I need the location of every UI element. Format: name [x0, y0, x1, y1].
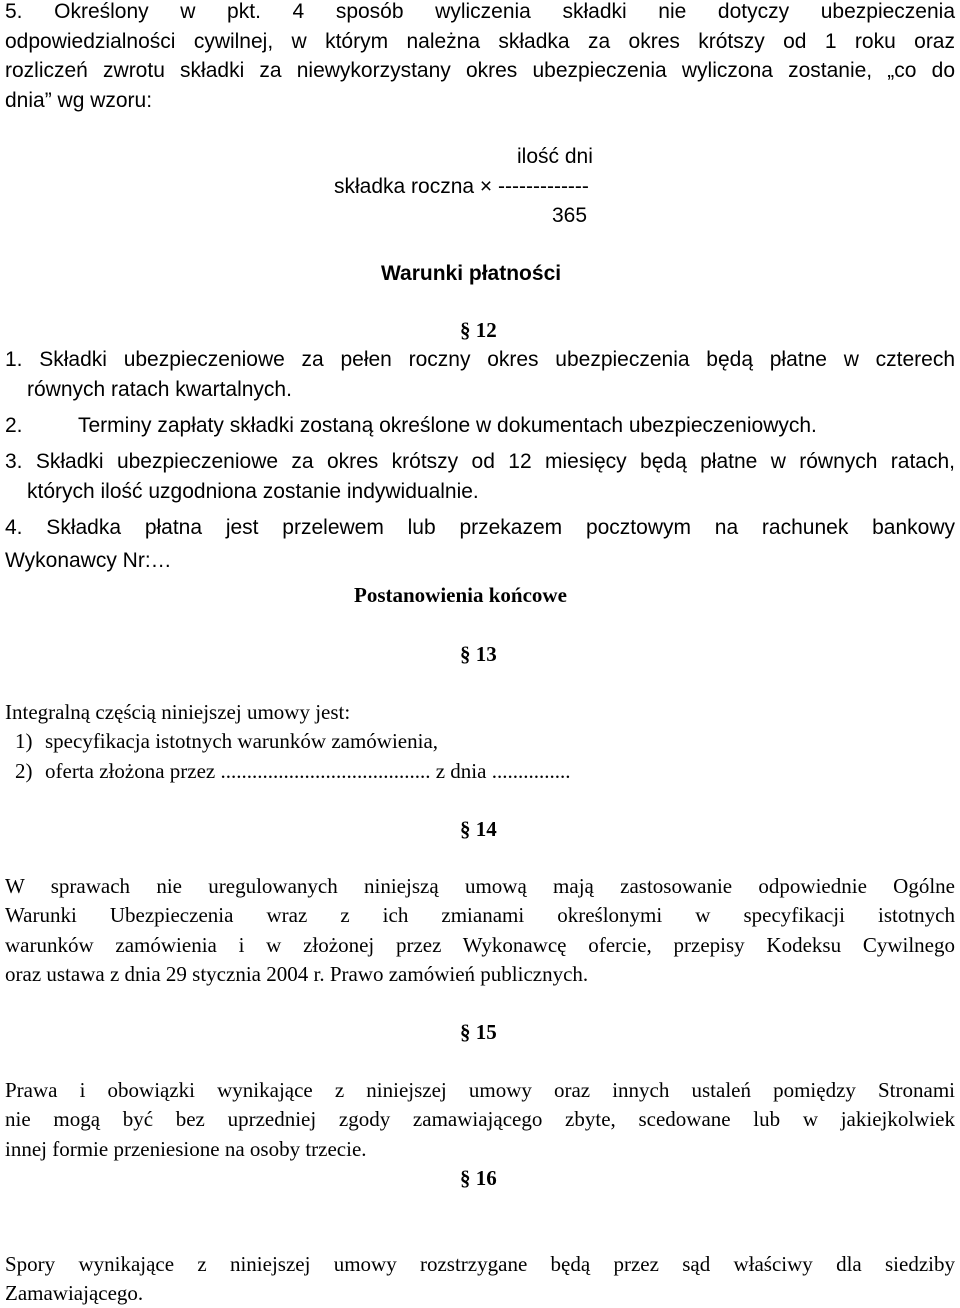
integral-item-1-text: specyfikacja istotnych warunków zamówienia, — [45, 729, 439, 753]
section-number: 13 — [475, 642, 497, 666]
point5-line-4: dnia” wg wzoru: — [5, 89, 153, 112]
heading-payment-terms: Warunki płatności — [381, 262, 562, 285]
para15-line-2: nie mogą być bez uprzedniej zgody zamawiającego zbyte, scedowane lub w jakiejkolwiek — [5, 1107, 955, 1131]
para16-line-1: Spory wynikające z niniejszej umowy rozstrzygane będą przez sąd właściwy dla siedziby — [5, 1252, 955, 1276]
section-symbol-icon: § — [460, 817, 471, 841]
section-14-heading — [460, 817, 497, 842]
section-15-heading — [460, 1020, 497, 1045]
payment-item-2-text: Terminy zapłaty składki zostaną określone w dokumentach ubezpieczeniowych. — [78, 414, 817, 437]
integral-item-2-text: oferta złożona przez ........................................ z dnia ............... — [45, 759, 571, 783]
heading-final-provisions: Postanowienia końcowe — [354, 583, 567, 607]
section-13-heading — [460, 642, 497, 667]
para16-line-2: Zamawiającego. — [5, 1281, 144, 1305]
payment-item-3-line-1: 3. Składki ubezpieczeniowe za okres krótszy od 12 miesięcy będą płatne w równych ratach, — [5, 450, 955, 473]
integral-intro: Integralną częścią niniejszej umowy jest: — [5, 700, 351, 724]
section-symbol-icon: § — [460, 1166, 471, 1190]
formula-left: składka roczna × ------------- — [334, 175, 589, 198]
section-number: 15 — [475, 1020, 497, 1044]
section-number: 12 — [475, 318, 497, 342]
point5-line-1: 5. Określony w pkt. 4 sposób wyliczenia składki nie dotyczy ubezpieczenia — [5, 0, 955, 23]
payment-item-2-number: 2. — [5, 414, 23, 437]
formula-denominator: 365 — [552, 204, 588, 227]
payment-item-4-line-2: Wykonawcy Nr:… — [5, 549, 172, 572]
point5-line-3: rozliczeń zwrotu składki za niewykorzystany okres ubezpieczenia wyliczona zostanie, „co do — [5, 59, 955, 82]
section-12-heading — [460, 318, 497, 343]
section-symbol-icon: § — [460, 1020, 471, 1044]
payment-item-1-line-1: 1. Składki ubezpieczeniowe za pełen roczny okres ubezpieczenia będą płatne w czterech — [5, 348, 955, 371]
payment-item-4-line-1: 4. Składka płatna jest przelewem lub przekazem pocztowym na rachunek bankowy — [5, 516, 955, 539]
section-symbol-icon: § — [460, 318, 471, 342]
para14-line-4: oraz ustawa z dnia 29 stycznia 2004 r. Prawo zamówień publicznych. — [5, 962, 589, 986]
point5-line-2: odpowiedzialności cywilnej, w którym należna składka za okres krótszy od 1 roku oraz — [5, 30, 955, 53]
integral-item-1-number: 1) — [15, 729, 33, 753]
formula-numerator: ilość dni — [517, 145, 593, 168]
section-symbol-icon: § — [460, 642, 471, 666]
para15-line-1: Prawa i obowiązki wynikające z niniejszej umowy oraz innych ustaleń pomiędzy Stronami — [5, 1078, 955, 1102]
payment-item-3-line-2: których ilość uzgodniona zostanie indywidualnie. — [27, 480, 479, 503]
section-number: 16 — [475, 1166, 497, 1190]
para14-line-3: warunków zamówienia i w złożonej przez Wykonawcę ofercie, przepisy Kodeksu Cywilnego — [5, 933, 955, 957]
section-16-heading — [460, 1166, 497, 1191]
para14-line-1: W sprawach nie uregulowanych niniejszą umową mają zastosowanie odpowiednie Ogólne — [5, 874, 955, 898]
para15-line-3: innej formie przeniesione na osoby trzecie. — [5, 1137, 367, 1161]
section-number: 14 — [475, 817, 497, 841]
para14-line-2: Warunki Ubezpieczenia wraz z ich zmianami określonymi w specyfikacji istotnych — [5, 903, 955, 927]
integral-item-2-number: 2) — [15, 759, 33, 783]
payment-item-1-line-2: równych ratach kwartalnych. — [27, 378, 292, 401]
